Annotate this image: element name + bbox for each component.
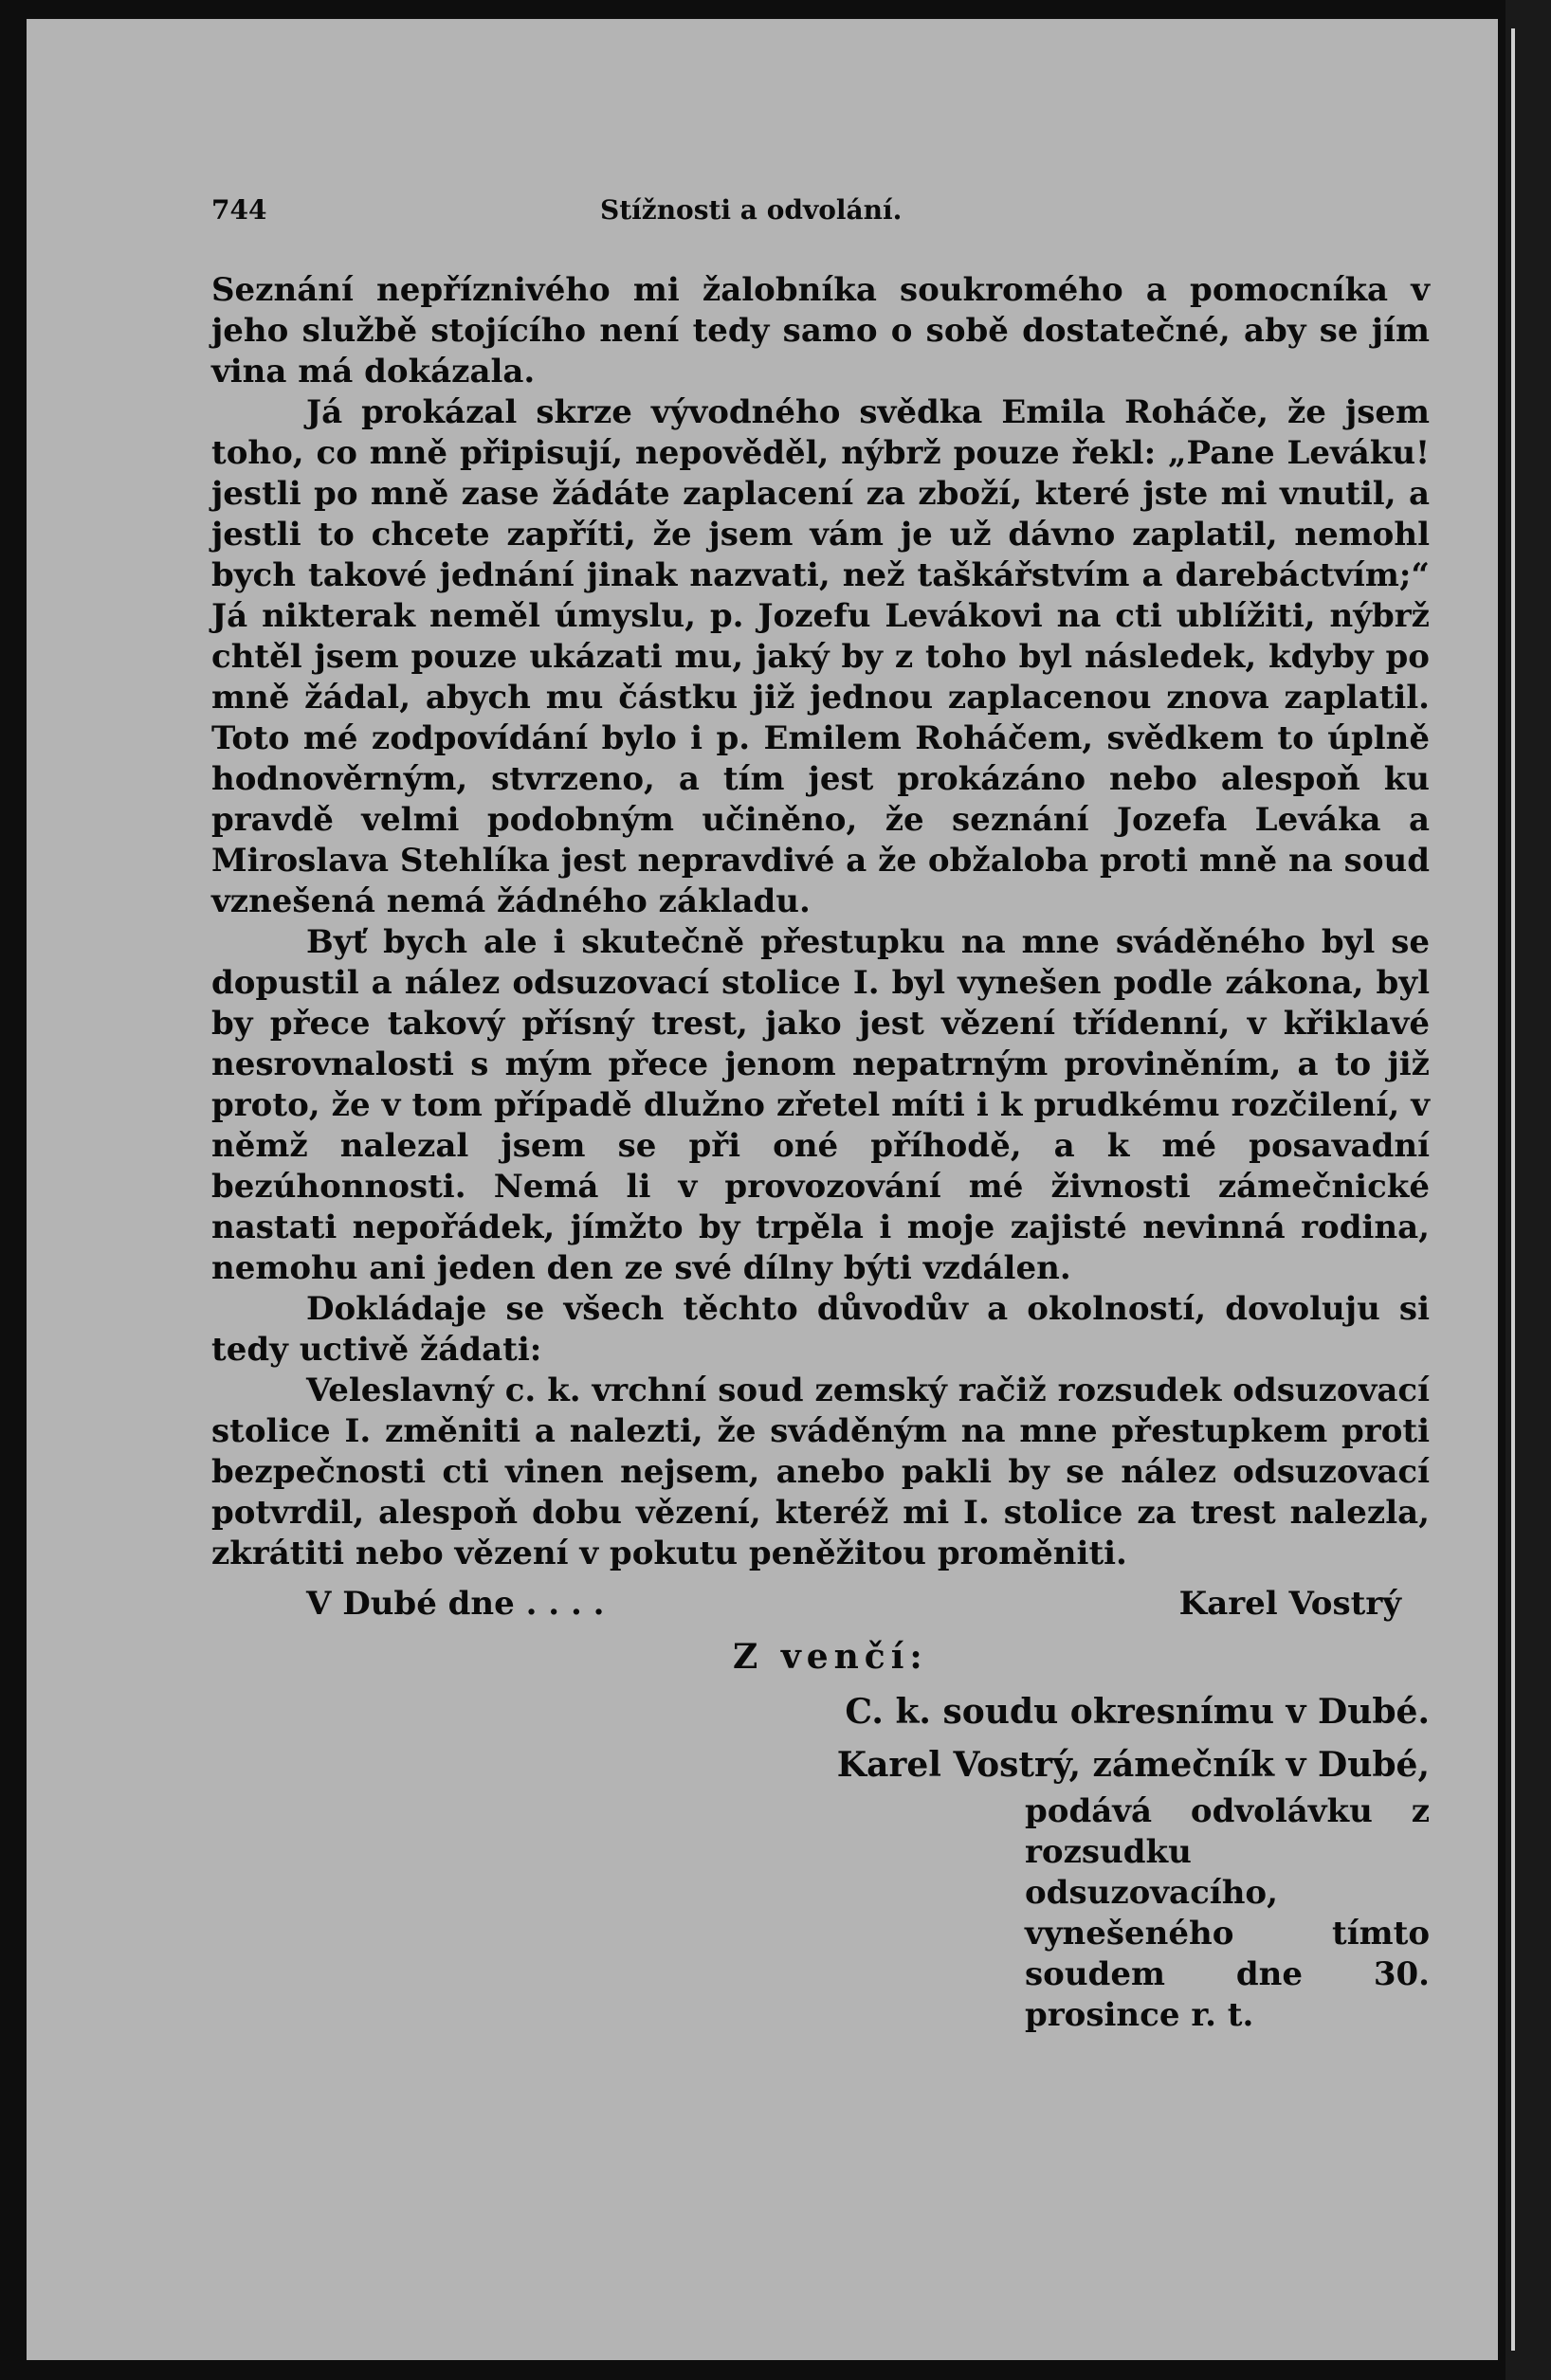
paragraph-3: Byť bych ale i skutečně přestupku na mne sváděného byl se dopustil a nález odsuzovací stolice I. byl vynešen podle zákona, byl by přece takový přísný trest, jako jest vězení třídenní, v křiklavé nesrovnalosti s mým přece jenom nepatrným proviněním, a to již proto, že v tom případě dlužno zřetel míti i k prudkému rozčilení, v němž nalezal jsem se při oné příhodě, a k mé posavadní bezúhonnosti. Nemá li v provozování mé živnosti zámečnické nastati nepořádek, jímžto by trpěla i moje zajisté nevinná rodina, nemohu ani jeden den ze své dílny býti vzdálen. bbox=[211, 923, 1430, 1287]
paragraph-5: Veleslavný c. k. vrchní soud zemský račiž rozsudek odsuzovací stolice I. změniti a nalezti, že sváděným na mne přestupkem proti bezpečnosti cti vinen nejsem, anebo pakli by se nález odsuzovací potvrdil, alespoň dobu vězení, kteréž mi I. stolice za trest nalezla, zkrátiti nebo vězení v pokutu peněžitou proměniti. bbox=[211, 1372, 1430, 1572]
signature-row bbox=[211, 1584, 1430, 1625]
address-line-2: Karel Vostrý, zámečník v Dubé, bbox=[836, 1745, 1430, 1785]
running-header bbox=[211, 194, 1430, 251]
signature-name: Karel Vostrý bbox=[1178, 1585, 1401, 1623]
text-block bbox=[211, 194, 1430, 2036]
running-title: Stížnosti a odvolání. bbox=[600, 194, 903, 226]
paragraph-4: Dokládaje se všech těchto důvodův a okolností, dovoluju si tedy uctivě žádati: bbox=[211, 1290, 1430, 1369]
book-page bbox=[27, 19, 1498, 2360]
page-number: 744 bbox=[211, 194, 267, 226]
paragraph-2: Já prokázal skrze vývodného svědka Emila Roháče, že jsem toho, co mně připisují, nepověděl, nýbrž pouze řekl: „Pane Leváku! jestli po mně zase žádáte zaplacení za zboží, které jste mi vnutil, a jestli to chcete zapříti, že jsem vám je už dávno zaplatil, nemohl bych takové jednání jinak nazvati, než taškářstvím a darebáctvím;“ Já nikterak neměl úmyslu, p. Jozefu Levákovi na cti ublížiti, nýbrž chtěl jsem pouze ukázati mu, jaký by z toho byl následek, kdyby po mně žádal, abych mu částku již jednou zaplacenou znova zaplatil. Toto mé zodpovídání bylo i p. Emilem Roháčem, svědkem to úplně hodnověrným, stvrzeno, a tím jest prokázáno nebo alespoň ku pravdě velmi podobným učiněno, že seznání Jozefa Leváka a Miroslava Stehlíka jest nepravdivé a že obžaloba proti mně na soud vznešená nemá žádného základu. bbox=[211, 393, 1430, 920]
address-line-1: C. k. soudu okresnímu v Dubé. bbox=[845, 1692, 1430, 1732]
spine-edge bbox=[1511, 28, 1515, 2351]
place-date: V Dubé dne . . . . bbox=[306, 1585, 605, 1623]
outside-label: Z venčí: bbox=[733, 1637, 928, 1677]
outside-note: podává odvolávku z rozsudku odsuzovacího, vynešeného tímto soudem dne 30. prosince r. t. bbox=[1025, 1792, 1430, 2034]
paragraph-1: Seznání nepříznivého mi žalobníka soukromého a pomocníka v jeho službě stojícího není tedy samo o sobě dostatečné, aby se jím vina má dokázala. bbox=[211, 271, 1430, 391]
